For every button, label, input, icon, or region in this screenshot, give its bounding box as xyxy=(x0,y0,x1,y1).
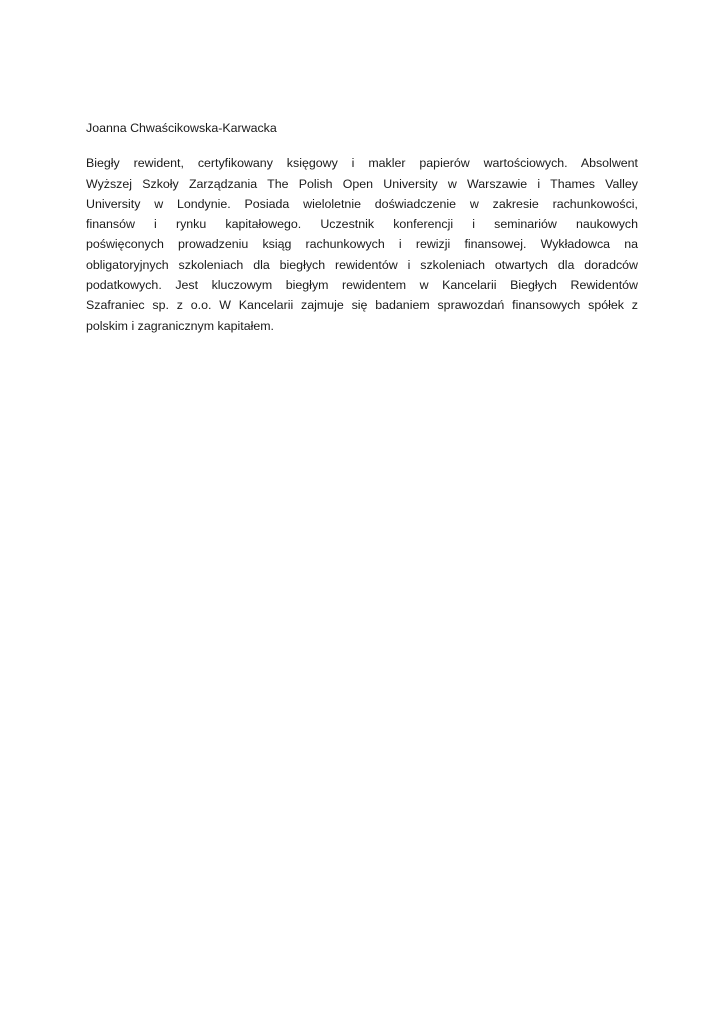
bio-line: University w Londynie. Posiada wieloletnie doświadczenie w zakresie rachunkowości, xyxy=(86,196,638,211)
bio-line: polskim i zagranicznym kapitałem. xyxy=(86,318,274,333)
bio-paragraph xyxy=(86,153,638,336)
bio-line: Wyższej Szkoły Zarządzania The Polish Open University w Warszawie i Thames Valley xyxy=(86,176,638,191)
document-content xyxy=(86,118,638,336)
bio-line: Biegły rewident, certyfikowany księgowy i makler papierów wartościowych. Absolwent xyxy=(86,156,638,171)
bio-line: poświęconych prowadzeniu ksiąg rachunkowych i rewizji finansowej. Wykładowca na xyxy=(86,237,638,252)
author-name: Joanna Chwaścikowska-Karwacka xyxy=(86,121,277,135)
bio-line: podatkowych. Jest kluczowym biegłym rewidentem w Kancelarii Biegłych Rewidentów xyxy=(86,278,638,293)
bio-line: finansów i rynku kapitałowego. Uczestnik konferencji i seminariów naukowych xyxy=(86,217,638,232)
bio-line: obligatoryjnych szkoleniach dla biegłych rewidentów i szkoleniach otwartych dla doradców xyxy=(86,257,638,272)
bio-line: Szafraniec sp. z o.o. W Kancelarii zajmuje się badaniem sprawozdań finansowych spółek z xyxy=(86,298,638,313)
